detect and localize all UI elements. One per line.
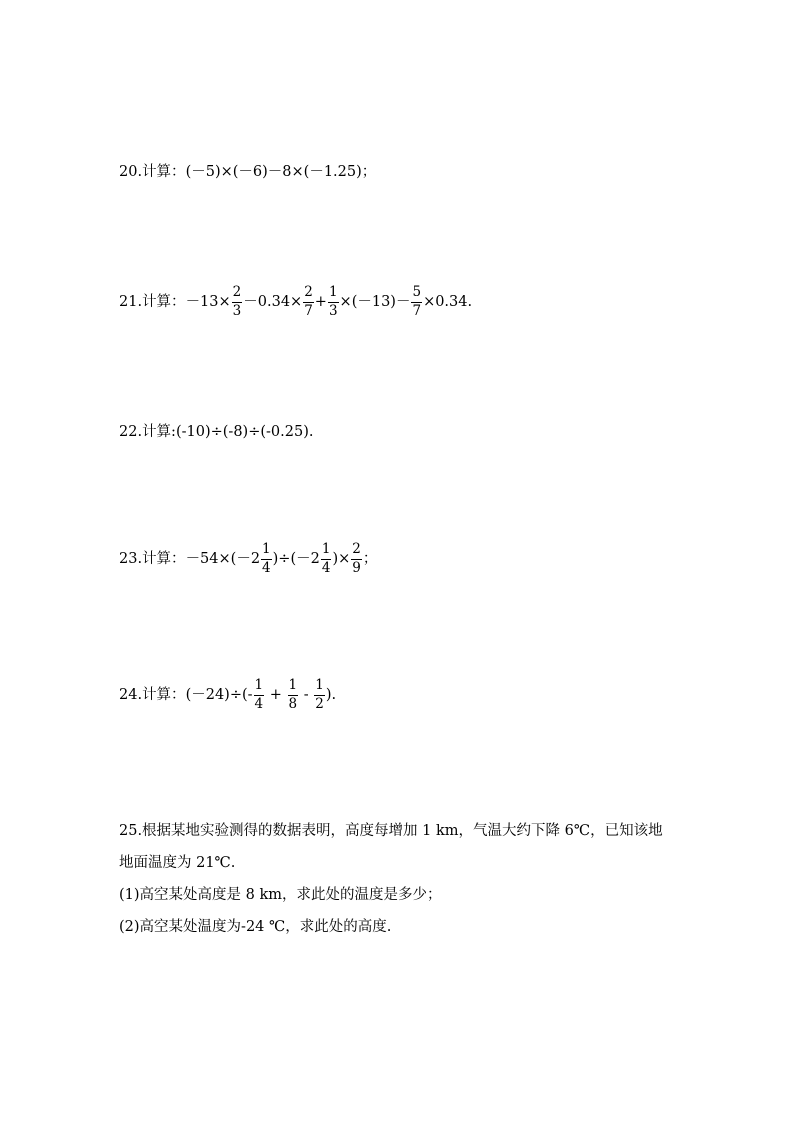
- fraction: [261, 543, 272, 575]
- fraction: [303, 286, 314, 318]
- problem-25: [119, 815, 663, 943]
- expr-term: －0.34×: [243, 294, 303, 310]
- problem-number: 22.: [119, 424, 143, 440]
- denominator: 2: [315, 695, 324, 712]
- problem-text-line: 地面温度为 21℃.: [119, 855, 236, 871]
- numerator: 1: [288, 679, 299, 696]
- fraction: [351, 543, 362, 575]
- expr-term: ×(－13)－: [339, 294, 411, 310]
- problem-label: 计算：: [142, 164, 186, 180]
- denominator: 3: [232, 302, 242, 319]
- denominator: 4: [321, 559, 331, 576]
- numerator: 1: [321, 543, 332, 560]
- fraction: [232, 286, 243, 318]
- expr-term: ).: [325, 687, 337, 703]
- expression: (-10)÷(-8)÷(-0.25).: [175, 424, 314, 440]
- problem-23: [119, 543, 377, 575]
- fraction: [288, 679, 299, 711]
- fraction: [254, 679, 265, 711]
- problem-number: 23.: [119, 551, 143, 567]
- expr-term: +: [265, 687, 287, 703]
- numerator: 1: [314, 679, 325, 696]
- expr-term: －13×: [185, 294, 231, 310]
- numerator: 2: [351, 543, 362, 560]
- denominator: 7: [304, 302, 313, 319]
- expr-term: +: [314, 294, 327, 310]
- expr-term: ×0.34.: [423, 294, 473, 310]
- fraction: [411, 286, 422, 318]
- sub-question-1: (1)高空某处高度是 8 km，求此处的温度是多少；: [119, 887, 442, 903]
- expr-term: (－24)÷(-: [185, 687, 253, 703]
- numerator: 2: [303, 286, 314, 303]
- denominator: 4: [254, 695, 264, 712]
- numerator: 1: [261, 543, 272, 560]
- problem-label: 计算:: [142, 424, 176, 440]
- problem-24: [119, 679, 336, 711]
- numerator: 5: [411, 286, 422, 303]
- denominator: 7: [412, 302, 422, 319]
- expr-term: )×: [332, 551, 351, 567]
- expr-term: -: [299, 687, 314, 703]
- problem-text-line: 25.根据某地实验测得的数据表明，高度每增加 1 km，气温大约下降 6℃，已知该地: [119, 823, 663, 839]
- problem-label: 计算：: [142, 294, 186, 310]
- problem-20: [119, 162, 376, 182]
- denominator: 3: [328, 302, 338, 319]
- expression: (－5)×(－6)－8×(－1.25)；: [185, 164, 377, 180]
- problem-22: [119, 422, 313, 442]
- expr-term: ；: [362, 551, 378, 567]
- denominator: 8: [288, 695, 298, 712]
- denominator: 9: [352, 559, 361, 576]
- problem-number: 20.: [119, 164, 143, 180]
- expr-term: )÷(－2: [272, 551, 320, 567]
- fraction: [314, 679, 325, 711]
- numerator: 1: [328, 286, 339, 303]
- problem-label: 计算：: [142, 551, 186, 567]
- problem-number: 21.: [119, 294, 143, 310]
- sub-question-2: (2)高空某处温度为-24 ℃，求此处的高度.: [119, 919, 392, 935]
- denominator: 4: [262, 559, 271, 576]
- numerator: 2: [232, 286, 243, 303]
- problem-21: [119, 286, 472, 318]
- expr-term: －54×(－2: [185, 551, 261, 567]
- fraction: [328, 286, 339, 318]
- numerator: 1: [254, 679, 265, 696]
- problem-label: 计算：: [142, 687, 186, 703]
- fraction: [321, 543, 332, 575]
- problem-number: 24.: [119, 687, 143, 703]
